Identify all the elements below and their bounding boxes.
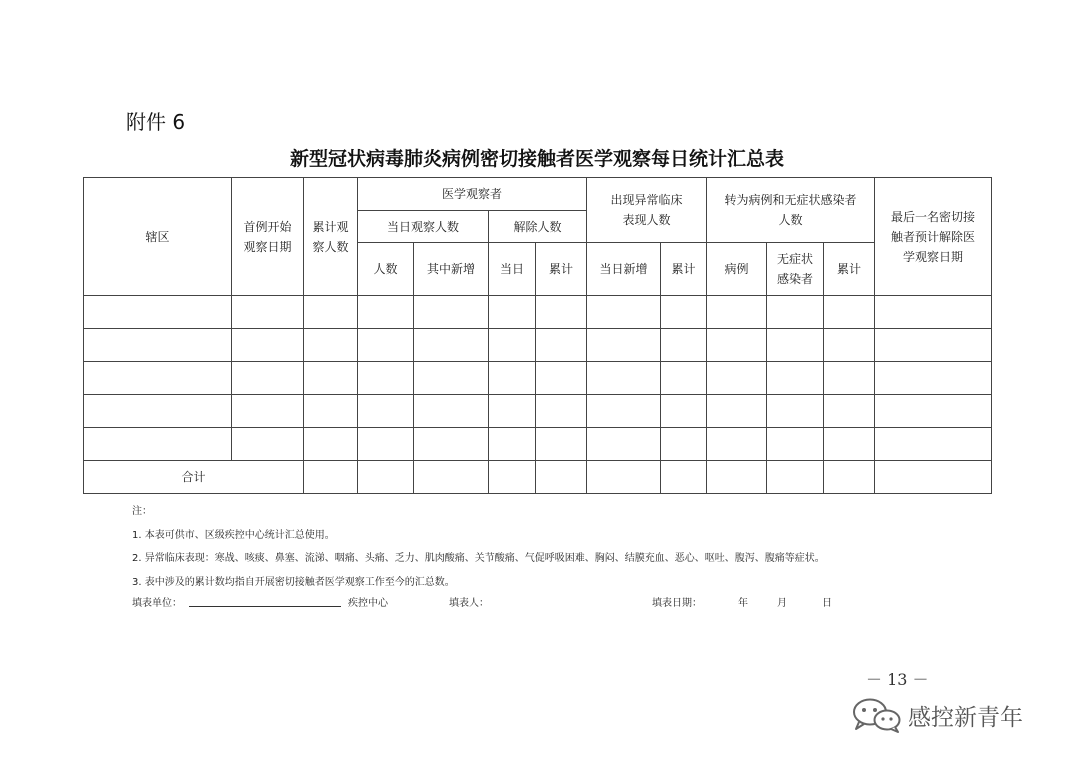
header-asymptomatic: 无症状 感染者 xyxy=(767,243,824,296)
notes xyxy=(132,500,825,594)
note-item: 2. 异常临床表现：寒战、咳痰、鼻塞、流涕、咽痛、头痛、乏力、肌肉酸痛、关节酸痛、气促呼吸困难、胸闷、结膜充血、恶心、呕吐、腹泻、腹痛等症状。 xyxy=(132,553,825,564)
wechat-icon xyxy=(850,696,904,734)
header-released: 解除人数 xyxy=(489,211,587,243)
header-today-observed: 当日观察人数 xyxy=(358,211,489,243)
header-abnormal: 出现异常临床 表现人数 xyxy=(587,178,707,243)
page-number: － 13 － xyxy=(866,670,929,689)
note-item: 3. 表中涉及的累计数均指自开展密切接触者医学观察工作至今的汇总数。 xyxy=(132,576,455,588)
watermark-text: 感控新青年 xyxy=(908,704,1023,731)
header-first-observe-date: 首例开始 观察日期 xyxy=(232,178,304,296)
header-new-among: 其中新增 xyxy=(414,243,489,296)
table-row xyxy=(84,395,992,428)
note-item: 1. 本表可供市、区级疾控中心统计汇总使用。 xyxy=(132,529,335,541)
unit-suffix: 疾控中心 xyxy=(348,598,388,609)
unit-label: 填表单位： xyxy=(132,598,182,609)
header-cumulative-released: 累计 xyxy=(536,243,587,296)
date-day: 日 xyxy=(822,598,832,609)
header-district: 辖区 xyxy=(84,178,232,296)
total-label: 合计 xyxy=(84,461,304,494)
table-row xyxy=(84,362,992,395)
header-cases: 病例 xyxy=(707,243,767,296)
table-row xyxy=(84,428,992,461)
header-cumulative-observed: 累计观 察人数 xyxy=(304,178,358,296)
attachment-label: 附件 6 xyxy=(126,110,186,134)
header-converted: 转为病例和无症状感染者 人数 xyxy=(707,178,875,243)
statistics-table xyxy=(83,177,992,494)
header-last-release-date: 最后一名密切接 触者预计解除医 学观察日期 xyxy=(875,178,992,296)
total-row xyxy=(84,461,992,494)
page-title: 新型冠状病毒肺炎病例密切接触者医学观察每日统计汇总表 xyxy=(289,148,784,170)
header-today: 当日 xyxy=(489,243,536,296)
header-medical-observation: 医学观察者 xyxy=(358,178,587,211)
header-cumulative-abnormal: 累计 xyxy=(661,243,707,296)
header-today-new: 当日新增 xyxy=(587,243,661,296)
date-label: 填表日期： xyxy=(652,598,702,609)
notes-label: 注： xyxy=(132,506,152,517)
date-month: 月 xyxy=(777,598,787,609)
date-year: 年 xyxy=(738,598,748,609)
header-persons: 人数 xyxy=(358,243,414,296)
header-cumulative-converted: 累计 xyxy=(824,243,875,296)
unit-blank-line xyxy=(189,606,341,607)
filler-label: 填表人： xyxy=(449,598,489,609)
table-row xyxy=(84,296,992,329)
table-row xyxy=(84,329,992,362)
watermark xyxy=(850,696,1023,734)
